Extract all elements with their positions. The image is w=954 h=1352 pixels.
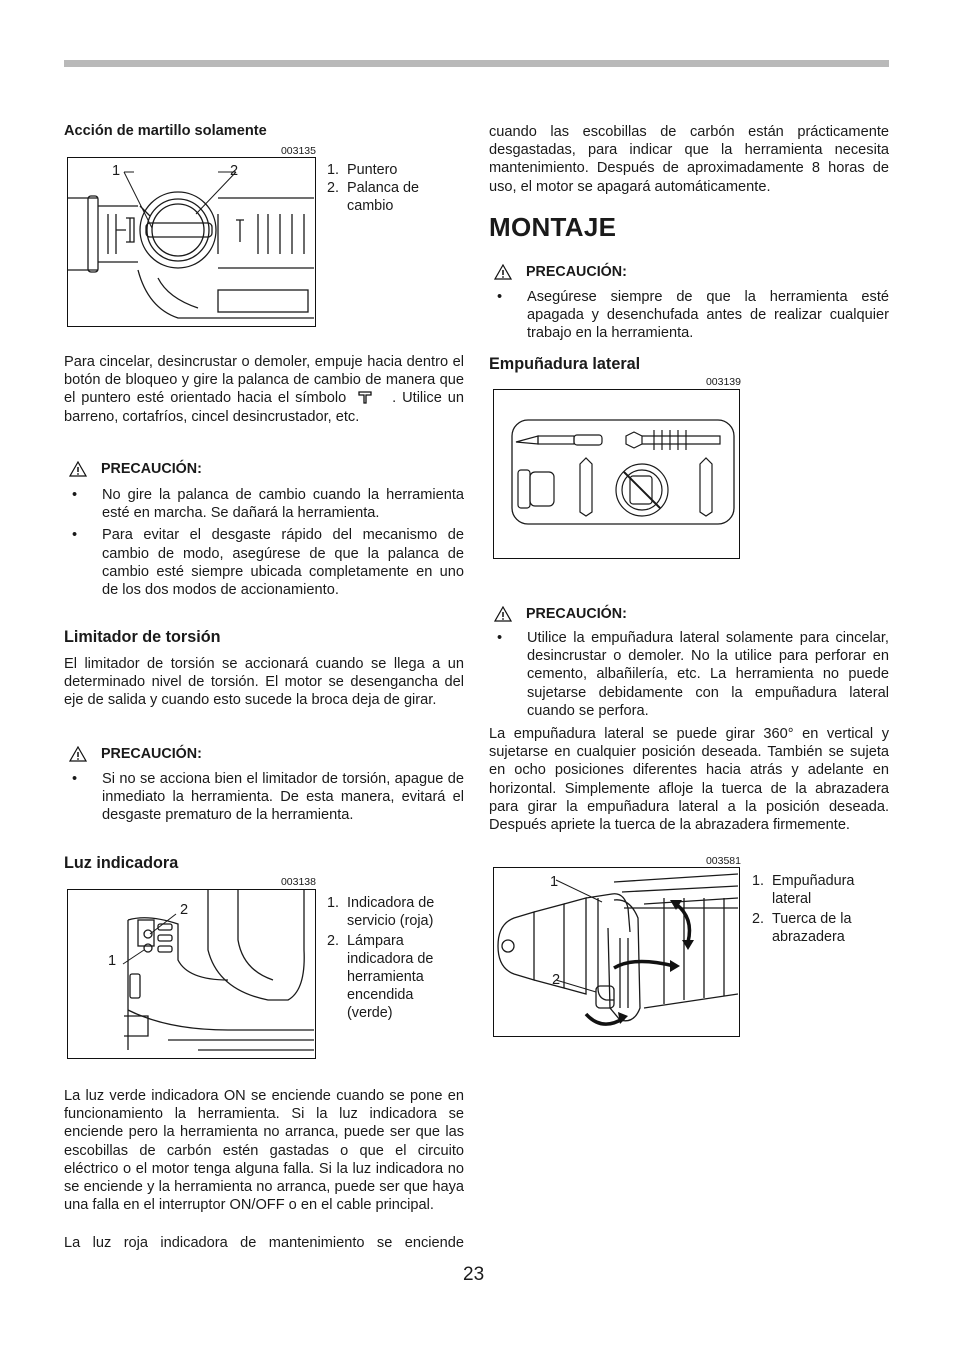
indicator-paragraph: La luz verde indicadora ON se enciende cuando se pone en funcionamiento la herramienta. Si la luz indicadora se enciende pero la herramienta no arranca, puede ser que las escobillas de carbón estén gastadas o que el circuito eléctrico o el motor tenga alguna falla. Si la luz indicadora no se enciende y la herramienta no arranca, puede ser que haya una falla en el interruptor ON/OFF o en el cable principal. (64, 1088, 464, 1214)
chisel-symbol-icon (358, 390, 372, 404)
warning-triangle-icon (494, 606, 512, 622)
torque-paragraph: El limitador de torsión se accionará cuando se llega a un determinado nivel de torsión. El motor se desengancha del eje de salida y cuando esto sucede la broca deja de girar. (64, 656, 464, 709)
caution-heading: PRECAUCIÓN: (69, 461, 202, 477)
side-grip-paragraph: La empuñadura lateral se puede girar 360° en vertical y sujetarse en cualquier posición deseada. También se sujeta en ocho posiciones diferentes hacia atrás y adelante en horizontal. Simplemente afloje la tuerca de la abrazadera para girar la empuñadura lateral a la posición deseada. Después apriete la tuerca de la abrazadera firmemente. (489, 726, 889, 834)
legend-item: 2. Tuerca de la abrazadera (752, 911, 852, 945)
callout-label-1: 1 (108, 953, 117, 969)
chisel-paragraph: Para cincelar, desincrustar o demoler, empuje hacia dentro el botón de bloqueo y gire la palanca de cambio de manera que el puntero esté orientado hacia el símbolo . Utilice un barreno, cortafríos, cincel desincrustador, etc. (64, 354, 464, 425)
grip-usage-illustration (494, 390, 738, 557)
legend-item: 1. Puntero (327, 162, 398, 178)
callout-label-2: 2 (180, 902, 189, 918)
figure-indicator-lamps (67, 889, 316, 1059)
figure-code: 003135 (280, 145, 316, 157)
warning-triangle-icon (69, 746, 87, 762)
maintenance-paragraph-continued: cuando las escobillas de carbón están prácticamente desgastadas, para indicar que la herramienta necesita mantenimiento. Después de aproximadamente 8 horas de uso, el motor se apagará automáticamente. (489, 124, 889, 195)
caution-heading: PRECAUCIÓN: (494, 606, 627, 622)
mode-lever-illustration (68, 158, 314, 325)
figure-mode-lever (67, 157, 316, 327)
maintenance-paragraph-start: La luz roja indicadora de mantenimiento se enciende (64, 1235, 464, 1251)
figure-code: 003139 (705, 376, 741, 388)
caution-heading: PRECAUCIÓN: (494, 264, 627, 280)
figure-grip-usage (493, 389, 740, 559)
figure-legend (327, 894, 457, 1022)
figure-legend (752, 872, 882, 946)
callout-label-1: 1 (112, 163, 121, 179)
caution-item: • Asegúrese siempre de que la herramienta esté apagada y desenchufada antes de realizar cualquier trabajo en la herramienta. (497, 289, 889, 342)
callout-label-2: 2 (552, 972, 561, 988)
figure-code: 003581 (705, 855, 741, 867)
assembly-heading: MONTAJE (489, 212, 617, 242)
legend-item: 1. Empuñadura lateral (752, 873, 855, 907)
side-grip-illustration (494, 868, 738, 1035)
hammer-action-heading: Acción de martillo solamente (64, 123, 267, 139)
indicator-lamps-illustration (68, 890, 314, 1057)
torque-limiter-heading: Limitador de torsión (64, 628, 221, 646)
indicator-light-heading: Luz indicadora (64, 854, 179, 872)
legend-item: 2. Lámpara indicadora de herramienta encendida (verde) (327, 933, 434, 1021)
legend-item: 2. Palanca de cambio (327, 180, 420, 214)
side-grip-heading: Empuñadura lateral (489, 355, 641, 373)
figure-side-grip (493, 867, 740, 1037)
caution-list (64, 770, 464, 825)
caution-list (489, 629, 889, 720)
warning-triangle-icon (494, 264, 512, 280)
callout-label-1: 1 (550, 874, 559, 890)
caution-item: • No gire la palanca de cambio cuando la herramienta esté en marcha. Se dañará la herramienta. (72, 487, 464, 522)
figure-legend (327, 161, 457, 215)
page-number: 23 (463, 1264, 485, 1285)
callout-label-2: 2 (230, 163, 239, 179)
header-rule (64, 60, 889, 67)
warning-triangle-icon (69, 461, 87, 477)
caution-list (64, 486, 464, 599)
caution-item: • Utilice la empuñadura lateral solamente para cincelar, desincrustar o demoler. No la utilice para perforar en cemento, albañilería, etc. La herramienta no puede sujetarse debidamente con la empuñadura lateral cuando se perfora. (497, 630, 889, 719)
caution-item: • Para evitar el desgaste rápido del mecanismo de cambio de modo, asegúrese de que la palanca de cambio esté siempre ubicada completamente en uno de los dos modos de accionamiento. (72, 527, 464, 599)
caution-item: • Si no se acciona bien el limitador de torsión, apague de inmediato la herramienta. De esta manera, evitará el desgaste prematuro de la herramienta. (72, 771, 464, 824)
figure-code: 003138 (280, 876, 316, 888)
caution-heading: PRECAUCIÓN: (69, 746, 202, 762)
caution-list (489, 288, 889, 343)
legend-item: 1. Indicadora de servicio (roja) (327, 895, 435, 929)
